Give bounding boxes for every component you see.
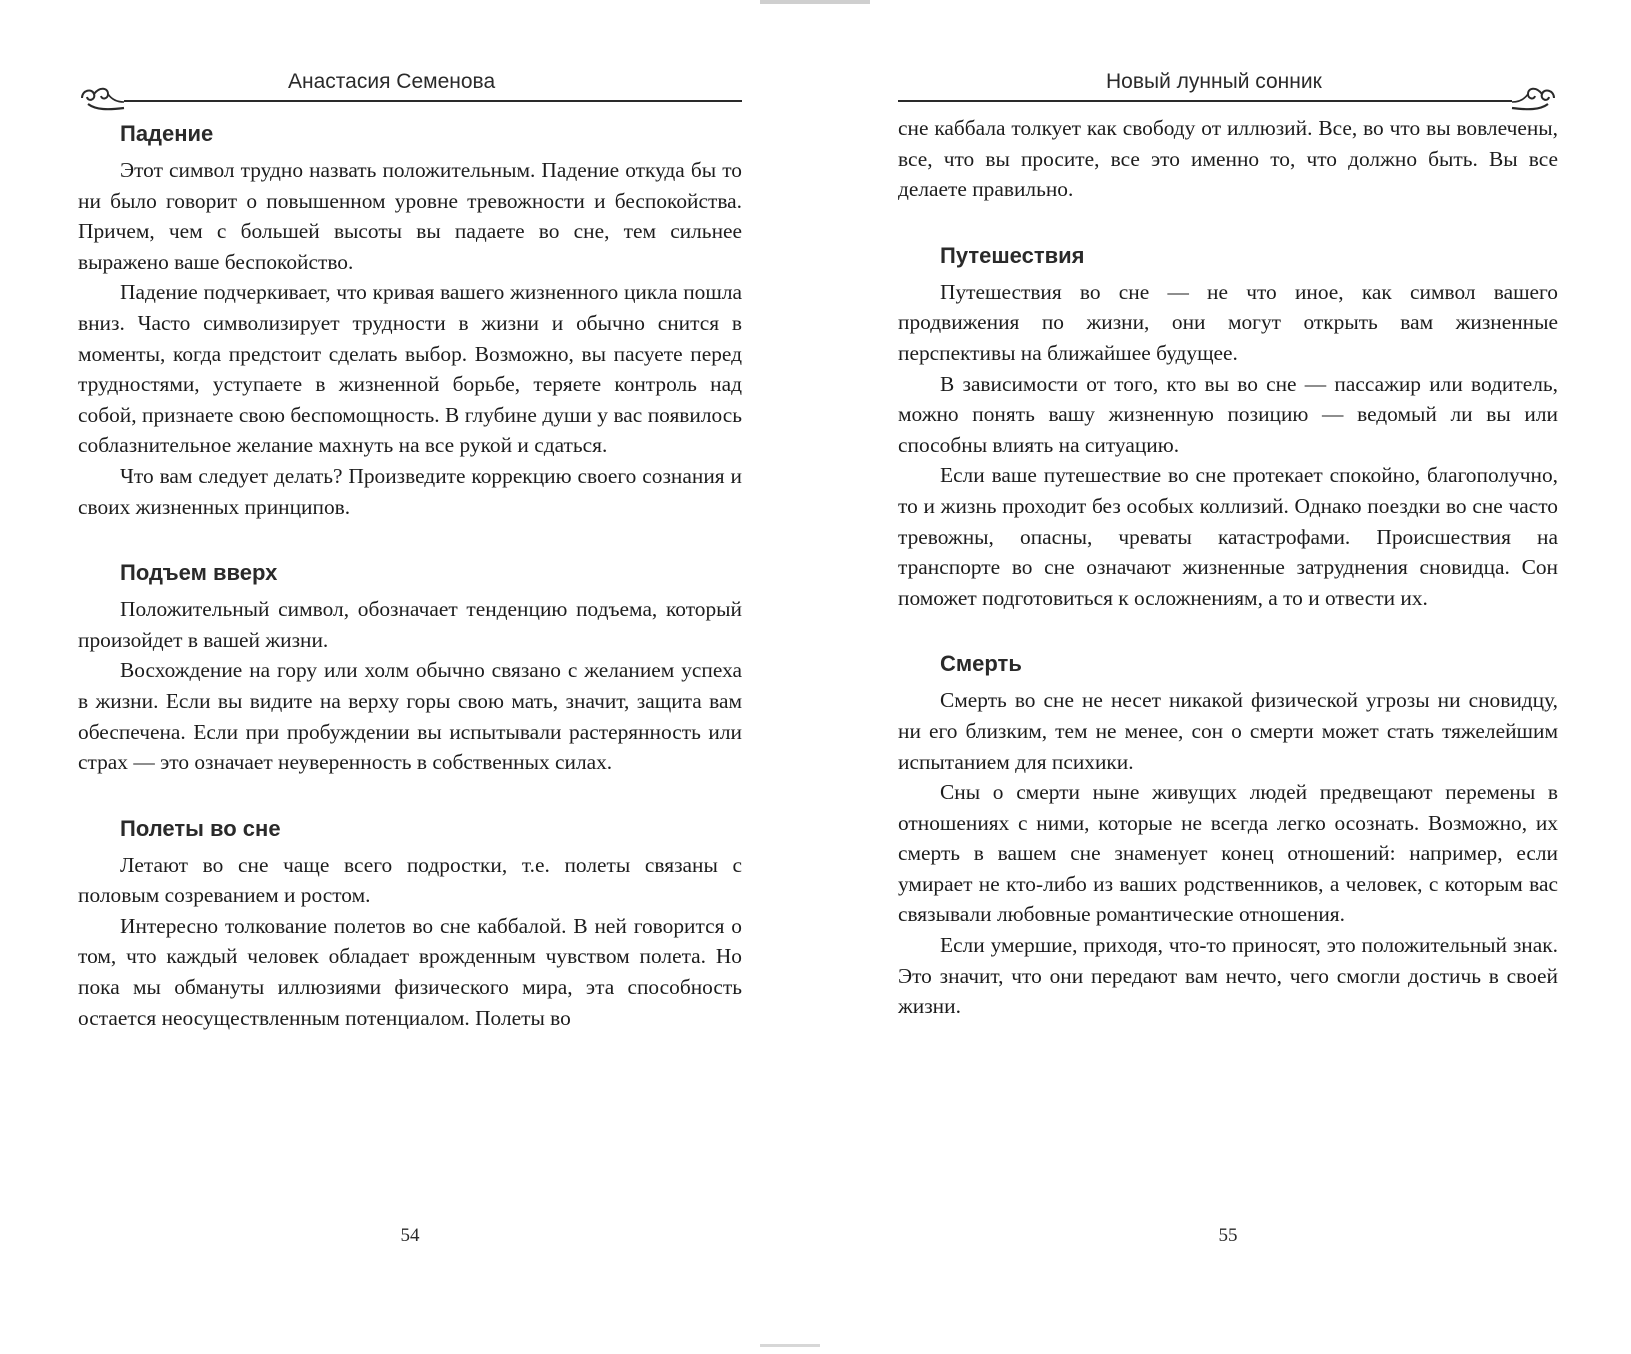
right-running-header <box>898 60 1558 108</box>
paragraph: Смерть во сне не несет никакой физической угрозы ни сновидцу, ни его близким, тем не менее, сон о смерти может стать тяжелейшим испытанием для психики. <box>898 688 1558 774</box>
continued-paragraph: сне каббала толкует как свободу от иллюзий. Все, во что вы вовлечены, все, что вы просите, все это именно то, что должно быть. Вы все делаете правильно. <box>898 116 1558 202</box>
left-running-header <box>78 60 742 108</box>
paragraph: Падение подчеркивает, что кривая вашего жизненного цикла пошла вниз. Часто символизирует трудности в жизни и обычно снится в моменты, когда предстоит сделать выбор. Возможно, вы пасуете перед трудностями, уступаете в жизненной борьбе, теряете контроль над собой, признаете свою беспомощность. В глубине души у вас появилось соблазнительное желание махнуть на все рукой и сдаться. <box>78 280 742 458</box>
page-number: 55 <box>1218 1225 1238 1246</box>
book-title: Новый лунный сонник <box>1106 70 1322 93</box>
header-rule <box>124 100 742 102</box>
paragraph: Путешествия во сне — не что иное, как символ вашего продвижения по жизни, они могут открыть вам жизненные перспективы на ближайшее будущее. <box>898 279 1558 365</box>
header-rule <box>898 100 1512 102</box>
author-name: Анастасия Семенова <box>288 70 496 93</box>
top-edge-mark <box>760 0 870 4</box>
left-page <box>78 0 742 1354</box>
right-page <box>898 0 1558 1354</box>
paragraph: Если умершие, приходя, что-то приносят, это положительный знак. Это значит, что они передают вам нечто, чего смогли достичь в своей жизни. <box>898 933 1558 1019</box>
right-page-body <box>898 113 1558 1022</box>
paragraph: В зависимости от того, кто вы во сне — пассажир или водитель, можно понять вашу жизненную позицию — ведомый ли вы или способны влиять на ситуацию. <box>898 371 1558 457</box>
flourish-ornament-icon <box>78 80 128 114</box>
section-heading: Смерть <box>940 651 1022 677</box>
section-heading: Путешествия <box>940 242 1085 268</box>
section-heading: Подъем вверх <box>120 560 278 586</box>
paragraph: Если ваше путешествие во сне протекает спокойно, благополучно, то и жизнь проходит без особых коллизий. Однако поездки во сне часто тревожны, опасны, чреваты катастрофами. Происшествия на транспорте во сне означают жизненные затруднения сновидца. Сон поможет подготовиться к осложнениям, а то и отвести их. <box>898 463 1558 610</box>
paragraph: Этот символ трудно назвать положительным. Падение откуда бы то ни было говорит о повышенном уровне тревожности и беспокойства. Причем, чем с большей высоты вы падаете во сне, тем сильнее выражено ваше беспокойство. <box>78 158 742 274</box>
paragraph: Летают во сне чаще всего подростки, т.е. полеты связаны с половым созреванием и ростом. <box>78 852 742 908</box>
paragraph: Восхождение на гору или холм обычно связано с желанием успеха в жизни. Если вы видите на верху горы свою мать, значит, защита вам обеспечена. Если при пробуждении вы испытывали растерянность или страх — это означает неуверенность в собственных силах. <box>78 658 742 775</box>
bottom-edge-mark <box>760 1344 820 1347</box>
paragraph: Интересно толкование полетов во сне каббалой. В ней говорится о том, что каждый человек обладает врожденным чувством полета. Но пока мы обмануты иллюзиями физического мира, эта способность остается неосуществленным потенциалом. Полеты во <box>78 913 742 1030</box>
paragraph: Сны о смерти ныне живущих людей предвещают перемены в отношениях с ними, которые не всегда легко осознать. Возможно, их смерть в вашем сне знаменует конец отношений: например, если умирает не кто-либо из ваших родственников, а человек, с которым вас связывали любовные романтические отношения. <box>898 780 1558 927</box>
page-number: 54 <box>400 1225 420 1246</box>
section-heading: Полеты во сне <box>120 815 281 841</box>
paragraph: Что вам следует делать? Произведите коррекцию своего сознания и своих жизненных принципов. <box>78 463 742 519</box>
paragraph: Положительный символ, обозначает тенденцию подъема, который произойдет в вашей жизни. <box>78 597 742 652</box>
flourish-ornament-icon <box>1508 80 1558 114</box>
left-page-body <box>78 113 742 1033</box>
section-heading: Падение <box>120 121 214 146</box>
